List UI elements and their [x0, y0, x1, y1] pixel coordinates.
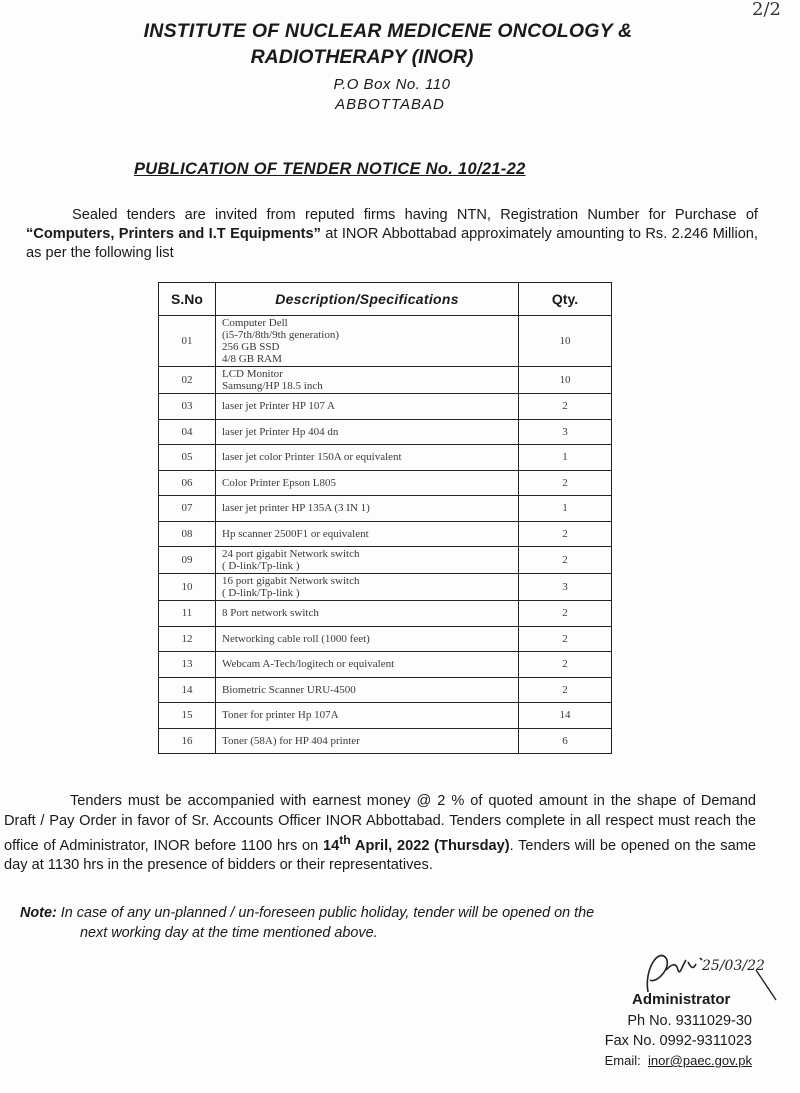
cell-qty: 3	[519, 574, 612, 601]
description-line: 8 Port network switch	[222, 607, 319, 620]
table-row	[159, 547, 612, 574]
cell-description	[216, 728, 519, 754]
description-line: laser jet Printer Hp 404 dn	[222, 425, 339, 438]
description-line: 256 GB SSD	[222, 341, 280, 353]
description-line: LCD Monitor	[222, 368, 283, 380]
cell-description	[216, 574, 519, 601]
cell-description	[216, 394, 519, 420]
cell-qty: 2	[519, 626, 612, 652]
description-line: Webcam A-Tech/logitech or equivalent	[222, 658, 395, 671]
description-line: Computer Dell	[222, 317, 288, 329]
cell-qty: 2	[519, 470, 612, 496]
cell-description	[216, 316, 519, 367]
header-sno: S.No	[159, 283, 216, 316]
cell-qty: 2	[519, 601, 612, 627]
intro-text-2: at INOR Abbottabad approximately amounting to Rs. 2.246 Million, as per the following list	[26, 226, 758, 261]
cell-description	[216, 652, 519, 678]
cell-qty: 14	[519, 703, 612, 729]
cell-description	[216, 547, 519, 574]
cell-sno: 01	[159, 316, 216, 367]
cell-sno: 15	[159, 703, 216, 729]
cell-qty: 2	[519, 677, 612, 703]
cell-qty: 2	[519, 521, 612, 547]
note-label: Note:	[20, 905, 57, 921]
cell-sno: 05	[159, 445, 216, 471]
cell-sno: 03	[159, 394, 216, 420]
description-line: 4/8 GB RAM	[222, 353, 282, 365]
cell-description	[216, 496, 519, 522]
cell-description	[216, 601, 519, 627]
table-row	[159, 419, 612, 445]
terms-paragraph	[4, 792, 756, 876]
cell-sno: 12	[159, 626, 216, 652]
cell-description	[216, 419, 519, 445]
signature-date: 25/03/22	[702, 958, 765, 974]
cell-description	[216, 470, 519, 496]
phone-number: Ph No. 9311029-30	[627, 1013, 752, 1029]
deadline-date	[322, 833, 510, 854]
description-line: 16 port gigabit Network switch	[222, 575, 360, 587]
cell-qty: 10	[519, 367, 612, 394]
description-line: Hp scanner 2500F1 or equivalent	[222, 527, 369, 540]
table-row	[159, 445, 612, 471]
institute-name-line1: INSTITUTE OF NUCLEAR MEDICENE ONCOLOGY &	[143, 20, 633, 42]
description-line: ( D-link/Tp-link )	[222, 587, 300, 599]
signatory-title: Administrator	[632, 991, 731, 1008]
cell-sno: 11	[159, 601, 216, 627]
table-row	[159, 521, 612, 547]
table-row	[159, 652, 612, 678]
description-line: laser jet printer HP 135A (3 IN 1)	[222, 502, 370, 515]
cell-sno: 16	[159, 728, 216, 754]
cell-sno: 13	[159, 652, 216, 678]
cell-description	[216, 521, 519, 547]
notice-title: PUBLICATION OF TENDER NOTICE No. 10/21-22	[134, 160, 526, 178]
table-row	[159, 677, 612, 703]
cell-sno: 14	[159, 677, 216, 703]
table-row	[159, 703, 612, 729]
cell-sno: 08	[159, 521, 216, 547]
email-label: Email:	[604, 1053, 641, 1068]
header-description: Description/Specifications	[216, 283, 519, 316]
fax-number: Fax No. 0992-9311023	[604, 1033, 752, 1049]
description-line: Color Printer Epson L805	[222, 476, 336, 489]
description-line: Toner (58A) for HP 404 printer	[222, 734, 360, 747]
cell-description	[216, 703, 519, 729]
description-line: Networking cable roll (1000 feet)	[222, 632, 370, 645]
table-row	[159, 394, 612, 420]
city: ABBOTTABAD	[335, 96, 445, 113]
email-line	[560, 1053, 752, 1068]
description-line: laser jet color Printer 150A or equivalent	[222, 451, 402, 464]
cell-sno: 10	[159, 574, 216, 601]
table-row	[159, 626, 612, 652]
cell-sno: 07	[159, 496, 216, 522]
items-table	[158, 282, 612, 754]
email-address[interactable]: inor@paec.gov.pk	[647, 1053, 752, 1068]
note-text-1: In case of any un-planned / un-foreseen public holiday, tender will be opened on the	[60, 905, 595, 921]
cell-description	[216, 677, 519, 703]
cell-qty: 2	[519, 394, 612, 420]
deadline-day-suffix: th	[339, 833, 351, 847]
intro-text-1: Sealed tenders are invited from reputed firms having NTN, Registration Number for Purchase of	[72, 207, 758, 223]
description-line: Toner for printer Hp 107A	[222, 709, 339, 722]
cell-description	[216, 626, 519, 652]
description-line: laser jet Printer HP 107 A	[222, 400, 335, 413]
deadline-day: 14	[322, 837, 340, 854]
note	[20, 904, 754, 943]
page-mark-handwritten: 2/2	[752, 0, 781, 20]
terms-text-1: Tenders must be accompanied with earnest money @ 2 % of quoted amount in the shape of Demand Draft / Pay Order in favor of Sr. Accounts Officer INOR Abbottabad. Tenders complete in all respect must reach the office of Administrator, INOR before 1100 hrs on	[4, 793, 756, 854]
header-qty: Qty.	[519, 283, 612, 316]
cell-qty: 10	[519, 316, 612, 367]
cell-sno: 06	[159, 470, 216, 496]
table-row	[159, 367, 612, 394]
description-line: 24 port gigabit Network switch	[222, 548, 360, 560]
cell-qty: 1	[519, 445, 612, 471]
cell-qty: 2	[519, 652, 612, 678]
deadline-month-year: April, 2022 (Thursday)	[350, 837, 510, 854]
table-row	[159, 496, 612, 522]
table-row	[159, 574, 612, 601]
table-row	[159, 728, 612, 754]
cell-sno: 09	[159, 547, 216, 574]
cell-qty: 2	[519, 547, 612, 574]
description-line: (i5-7th/8th/9th generation)	[222, 329, 339, 341]
table-row	[159, 316, 612, 367]
intro-items: “Computers, Printers and I.T Equipments”	[26, 226, 321, 242]
intro-paragraph	[26, 206, 758, 263]
table-row	[159, 470, 612, 496]
cell-description	[216, 367, 519, 394]
description-line: Biometric Scanner URU-4500	[222, 683, 356, 696]
cell-qty: 3	[519, 419, 612, 445]
terms-text-2: . Tenders will be opened on the same day at 1130 hrs in the presence of bidders or their representatives.	[4, 837, 756, 874]
cell-qty: 1	[519, 496, 612, 522]
description-line: Samsung/HP 18.5 inch	[222, 380, 323, 392]
description-line: ( D-link/Tp-link )	[222, 560, 300, 572]
cell-sno: 02	[159, 367, 216, 394]
table-row	[159, 601, 612, 627]
cell-description	[216, 445, 519, 471]
cell-qty: 6	[519, 728, 612, 754]
table-body	[159, 316, 612, 754]
note-text-2: next working day at the time mentioned above.	[80, 924, 378, 941]
cell-sno: 04	[159, 419, 216, 445]
po-box: P.O Box No. 110	[333, 76, 451, 93]
institute-name-line2: RADIOTHERAPY (INOR)	[250, 46, 474, 68]
table-header-row	[159, 283, 612, 316]
